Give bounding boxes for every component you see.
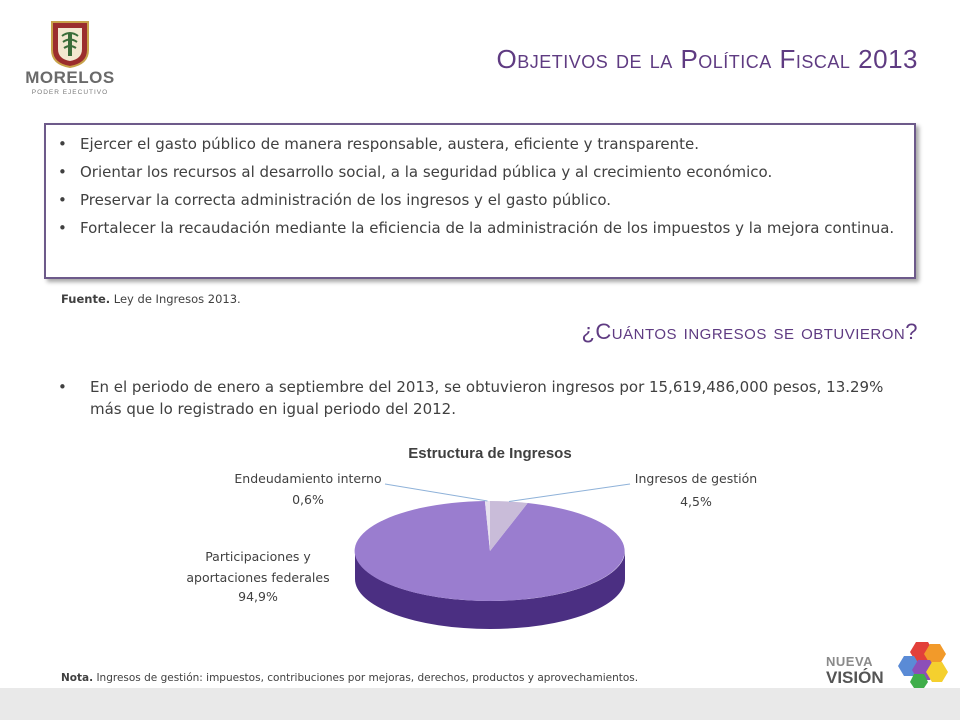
objective-item: • Preservar la correcta administración de los ingresos y el gasto público. <box>80 189 902 211</box>
logo-wordmark: MORELOS <box>25 68 115 87</box>
objectives-list <box>46 125 914 239</box>
value-gestion: 4,5% <box>680 494 712 509</box>
objective-item: • Orientar los recursos al desarrollo social, a la seguridad pública y al crecimiento económico. <box>80 161 902 183</box>
page-title: Objetivos de la Política Fiscal 2013 <box>496 44 918 74</box>
value-participaciones: 94,9% <box>238 589 278 604</box>
label-participaciones-line1: Participaciones y <box>205 549 311 564</box>
footnote-label: Nota. <box>61 672 94 684</box>
logo-line-nueva: NUEVA <box>826 654 874 669</box>
nueva-vision-mosaic-icon <box>896 638 952 690</box>
source-note <box>61 292 241 306</box>
morelos-logo <box>22 20 122 102</box>
chart-title: Estructura de Ingresos <box>408 445 572 462</box>
footnote <box>61 672 638 684</box>
label-participaciones-line2: aportaciones federales <box>186 570 330 585</box>
objective-item: • Ejercer el gasto público de manera responsable, austera, eficiente y transparente. <box>80 133 902 155</box>
logo-line-vision: VISIÓN <box>826 668 884 687</box>
value-endeudamiento: 0,6% <box>292 492 324 507</box>
income-summary: En el periodo de enero a septiembre del 2013, se obtuvieron ingresos por 15,619,486,000 pesos, 13.29% más que lo registrado en igual periodo del 2012. <box>90 378 884 418</box>
source-label: Fuente. <box>61 292 111 306</box>
objective-item: • Fortalecer la recaudación mediante la eficiencia de la administración de los impuestos y la mejora continua. <box>80 217 902 239</box>
logo-subtitle: PODER EJECUTIVO <box>31 89 109 96</box>
nueva-vision-logo <box>826 638 952 698</box>
source-text: Ley de Ingresos 2013. <box>113 292 241 306</box>
objectives-box <box>44 123 916 279</box>
label-endeudamiento: Endeudamiento interno <box>234 471 382 486</box>
leader-line-endeudamiento <box>385 484 488 501</box>
leader-line-gestion <box>509 484 630 502</box>
income-structure-chart <box>160 438 800 670</box>
footnote-text: Ingresos de gestión: impuestos, contribuciones por mejoras, derechos, productos y aprovechamientos. <box>96 672 639 684</box>
footer-bar <box>0 688 960 720</box>
morelos-shield-icon <box>50 20 90 68</box>
label-gestion: Ingresos de gestión <box>634 471 758 486</box>
section-title: ¿Cuántos ingresos se obtuvieron? <box>581 319 918 344</box>
bullet-dot: • <box>58 378 67 396</box>
